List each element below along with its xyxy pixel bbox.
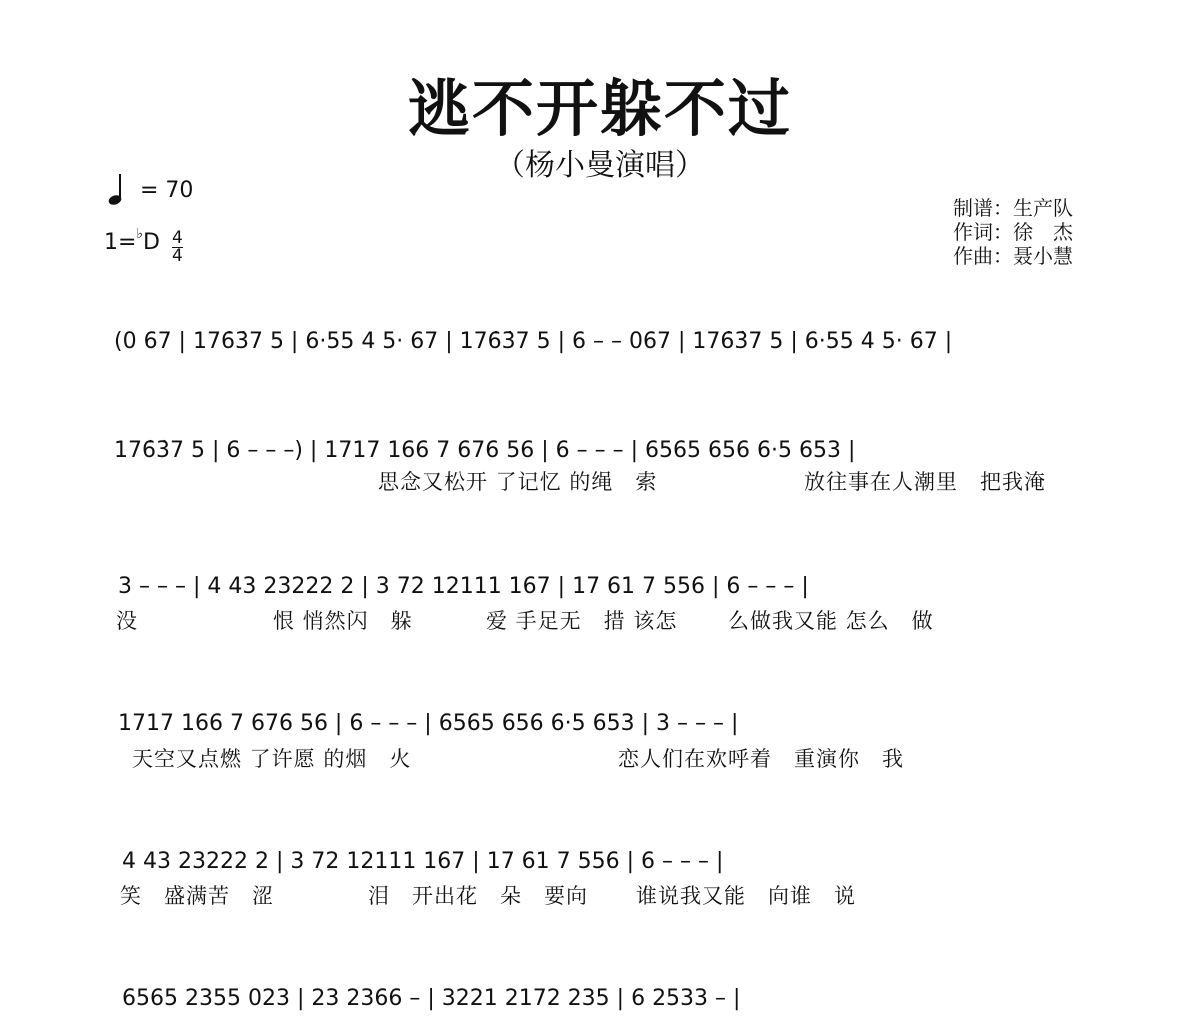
lyrics-row-4a: 天空又点燃 了许愿 的烟 火 <box>132 747 412 771</box>
notation-line-1: (0 67 | 176̇3̇7 5 | 6·55 4 5· 67 | 176̇3̇7 5 | 6 – – 067 | 176̇3̇7 5 | 6·55 4 5· 67 | <box>114 329 953 354</box>
credit-lyricist: 作词：徐 杰 <box>953 220 1073 244</box>
notation-row-5 <box>0 838 1200 882</box>
lyrics-row-4b: 恋人们在欢呼着 重演你 我 <box>618 747 904 771</box>
lyrics-row-3b: 恨 悄然闪 躲 <box>273 609 413 633</box>
lyrics-row-2a: 思念又松开 了记忆 的绳 索 <box>378 470 658 494</box>
key-note: D <box>143 230 160 255</box>
meter-bottom: 4 <box>172 246 183 266</box>
notation-line-5: 4 43 23222 2 | 3 72 12111 167 | 17 61 7 556 | 6 – – – | <box>122 849 724 874</box>
notation-row-6 <box>0 975 1200 1018</box>
key-prefix: 1= <box>104 230 137 255</box>
tempo-marking <box>106 172 193 208</box>
quarter-note-icon <box>106 172 126 208</box>
song-title: 逃不开躲不过 <box>407 72 792 145</box>
notation-line-4: 1717 166 7 676 56 | 6 – – – | 6565 656 6·5 653 | 3 – – – | <box>118 711 739 736</box>
lyrics-row-3d: 么做我又能 怎么 做 <box>728 609 934 633</box>
lyrics-row-2b: 放往事在人潮里 把我淹 <box>804 470 1046 494</box>
lyrics-row-3c: 爱 手足无 措 该怎 <box>486 609 678 633</box>
time-signature <box>172 230 183 265</box>
lyrics-row-5b: 泪 开出花 朵 要向 <box>368 884 588 908</box>
notation-line-6: 6565 2355 023 | 23 2366 – | 3221 2172 235 | 6 2533 – | <box>122 986 741 1011</box>
credits-block <box>953 196 1073 268</box>
notation-row-3 <box>0 563 1200 607</box>
notation-line-2: 176̇3̇7 5 | 6 – – –) | 1717 166 7 676 56 | 6 – – – | 6565 656 6·5 653 | <box>114 438 856 463</box>
flat-icon: ♭ <box>136 226 144 242</box>
meter-top: 4 <box>172 228 183 248</box>
key-signature <box>104 226 183 266</box>
notation-line-3: 3 – – – | 4 43 23222 2 | 3 72 12111 167 | 17 61 7 556 | 6 – – – | <box>118 574 809 599</box>
lyrics-row-5c: 谁说我又能 向谁 说 <box>636 884 856 908</box>
credit-composer: 作曲：聂小慧 <box>953 244 1073 268</box>
song-subtitle: （杨小曼演唱） <box>495 148 705 183</box>
notation-row-1 <box>0 316 1200 366</box>
credit-notation: 制谱：生产队 <box>953 196 1073 220</box>
notation-row-4 <box>0 700 1200 744</box>
tempo-value: = 70 <box>140 177 194 203</box>
notation-row-2 <box>0 425 1200 469</box>
lyrics-row-3a: 没 <box>116 609 138 633</box>
lyrics-row-5a: 笑 盛满苦 涩 <box>120 884 274 908</box>
